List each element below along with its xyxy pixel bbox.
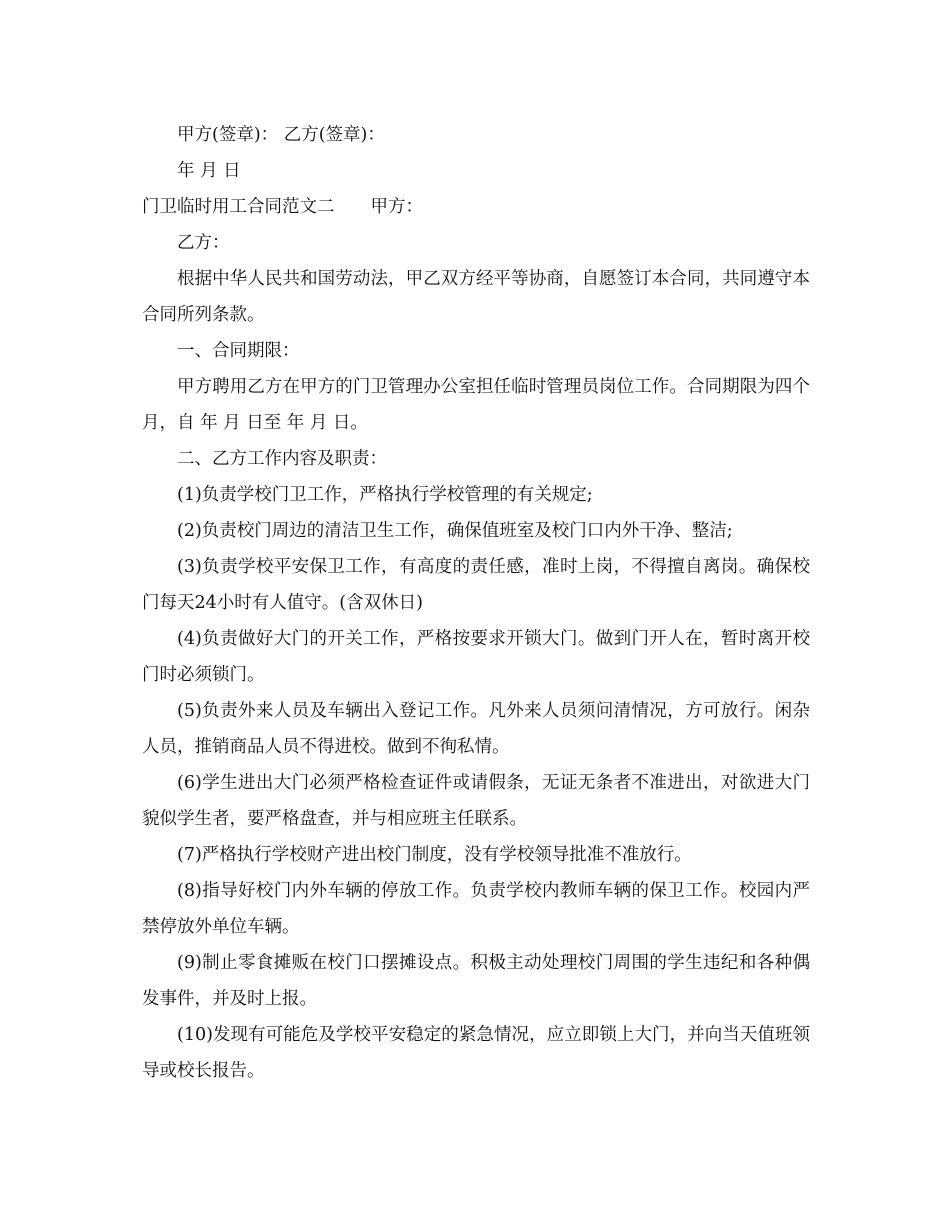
intro-paragraph: 根据中华人民共和国劳动法，甲乙双方经平等协商，自愿签订本合同，共同遵守本合同所列条款。 <box>142 269 810 325</box>
title-line <box>142 189 810 225</box>
title-party-a: 甲方： <box>370 197 423 217</box>
duty-item-4: (4)负责做好大门的开关工作，严格按要求开锁大门。做到门开人在，暂时离开校门时必须锁门。 <box>142 629 810 685</box>
duty-item-9: (9)制止零食摊贩在校门口摆摊设点。积极主动处理校门周围的学生违纪和各种偶发事件，并及时上报。 <box>142 953 810 1009</box>
party-b-line: 乙方： <box>177 233 230 253</box>
signature-party-a: 甲方(签章)： <box>177 125 279 145</box>
duty-item-6: (6)学生进出大门必须严格检查证件或请假条，无证无条者不准进出，对欲进大门貌似学生者，要严格盘查，并与相应班主任联系。 <box>142 773 810 829</box>
duty-item-3: (3)负责学校平安保卫工作，有高度的责任感，准时上岗，不得擅自离岗。确保校门每天24小时有人值守。(含双休日) <box>142 557 810 613</box>
section1-heading: 一、合同期限： <box>177 341 300 361</box>
duty-item-10: (10)发现有可能危及学校平安稳定的紧急情况，应立即锁上大门，并向当天值班领导或校长报告。 <box>142 1025 810 1081</box>
duty-item-1: (1)负责学校门卫工作，严格执行学校管理的有关规定; <box>177 485 593 505</box>
duty-item-8: (8)指导好校门内外车辆的停放工作。负责学校内教师车辆的保卫工作。校园内严禁停放外单位车辆。 <box>142 881 810 937</box>
document-title: 门卫临时用工合同范文二 <box>142 197 335 217</box>
date-line: 年 月 日 <box>177 161 241 181</box>
section1-paragraph: 甲方聘用乙方在甲方的门卫管理办公室担任临时管理员岗位工作。合同期限为四个月，自 年 月 日至 年 月 日。 <box>142 377 810 433</box>
section2-heading: 二、乙方工作内容及职责： <box>177 449 387 469</box>
document-body <box>142 117 810 1089</box>
duty-item-2: (2)负责校门周边的清洁卫生工作，确保值班室及校门口内外干净、整洁; <box>177 521 733 541</box>
duty-item-7: (7)严格执行学校财产进出校门制度，没有学校领导批准不准放行。 <box>177 845 692 865</box>
signature-party-b: 乙方(签章)： <box>283 125 385 145</box>
signature-line <box>142 117 810 153</box>
duty-item-5: (5)负责外来人员及车辆出入登记工作。凡外来人员须问清情况，方可放行。闲杂人员，推销商品人员不得进校。做到不徇私情。 <box>142 701 810 757</box>
